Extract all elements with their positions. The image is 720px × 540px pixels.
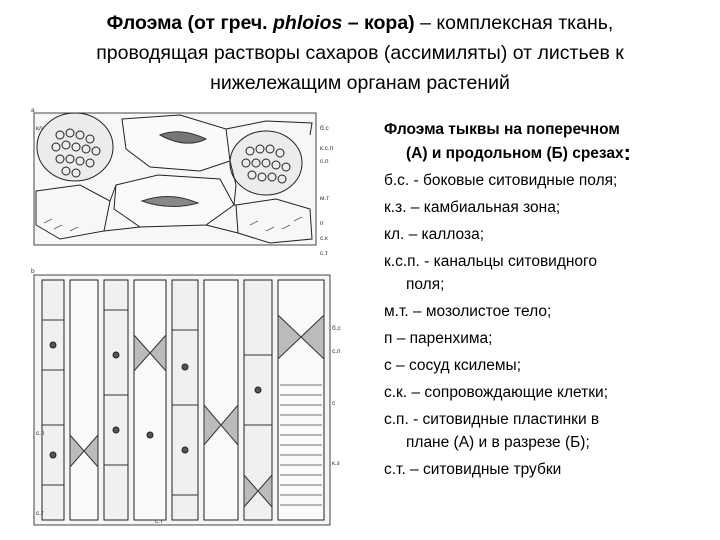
legend-heading-colon: :	[623, 140, 631, 165]
slide-title	[20, 8, 700, 98]
legend-heading-line-1: Флоэма тыквы на поперечном	[384, 121, 620, 138]
figure-label-8: кл	[36, 125, 43, 132]
legend-item: с – сосуд ксилемы;	[384, 357, 521, 374]
figure-label-10: с.п	[332, 348, 341, 355]
legend-item: с.к. – сопровождающие клетки;	[384, 384, 609, 401]
legend-item: кл. – каллоза;	[384, 226, 485, 243]
legend-item: к.с.п. - канальцы ситовидного поля;	[384, 253, 597, 293]
figure-label-12: с	[332, 400, 336, 407]
legend-item: к.з. – камбиальная зона;	[384, 199, 561, 216]
figure-label-7: с.т	[320, 250, 329, 257]
figure-label-4: м.т	[320, 195, 330, 202]
title-term-end: – кора)	[342, 12, 415, 34]
title-line-1-rest: – комплексная ткань,	[414, 12, 614, 34]
legend-item: м.т. – мозолистое тело;	[384, 303, 552, 320]
figure-label-15: с.т	[155, 518, 164, 525]
legend-item: с.п. - ситовидные пластинки в плане (А) и в разрезе (Б);	[384, 411, 600, 451]
figure-label-1: б.с	[320, 125, 329, 132]
figure-label-14: с.т	[36, 510, 45, 517]
title-line-3: нижележащим органам растений	[210, 72, 510, 94]
figure-label-2: к.с.п	[320, 145, 334, 152]
title-greek-word: phloios	[273, 12, 343, 34]
legend-panel	[384, 118, 714, 481]
legend-heading-line-2	[384, 141, 714, 165]
title-term: Флоэма (от греч.	[106, 12, 273, 34]
cross-section-drawing	[34, 113, 316, 245]
figure-label-3: с.п	[320, 158, 329, 165]
label-a: a	[31, 107, 35, 114]
label-b: b	[31, 268, 35, 275]
legend-item: с.т. – ситовидные трубки	[384, 461, 562, 478]
legend-heading	[384, 118, 714, 165]
legend-heading-text: (А) и продольном (Б) срезах	[406, 145, 624, 162]
companion-cells-left	[37, 113, 113, 181]
figure-label-5: п	[320, 220, 324, 227]
figure-label-13: с.п	[36, 430, 45, 437]
figure-label-11: к.з	[332, 460, 340, 467]
legend-item: п – паренхима;	[384, 330, 493, 347]
phloem-illustration	[30, 105, 375, 530]
figure-label-9: б.с	[332, 325, 341, 332]
legend-item: б.с. - боковые ситовидные поля;	[384, 172, 618, 189]
longitudinal-section-drawing	[34, 275, 330, 525]
title-line-1	[20, 8, 700, 38]
sieve-tubes	[42, 280, 324, 520]
figure-label-6: с.к	[320, 235, 328, 242]
title-line-2: проводящая растворы сахаров (ассимиляты) от листьев к	[96, 42, 624, 64]
companion-cells-right	[230, 131, 302, 195]
